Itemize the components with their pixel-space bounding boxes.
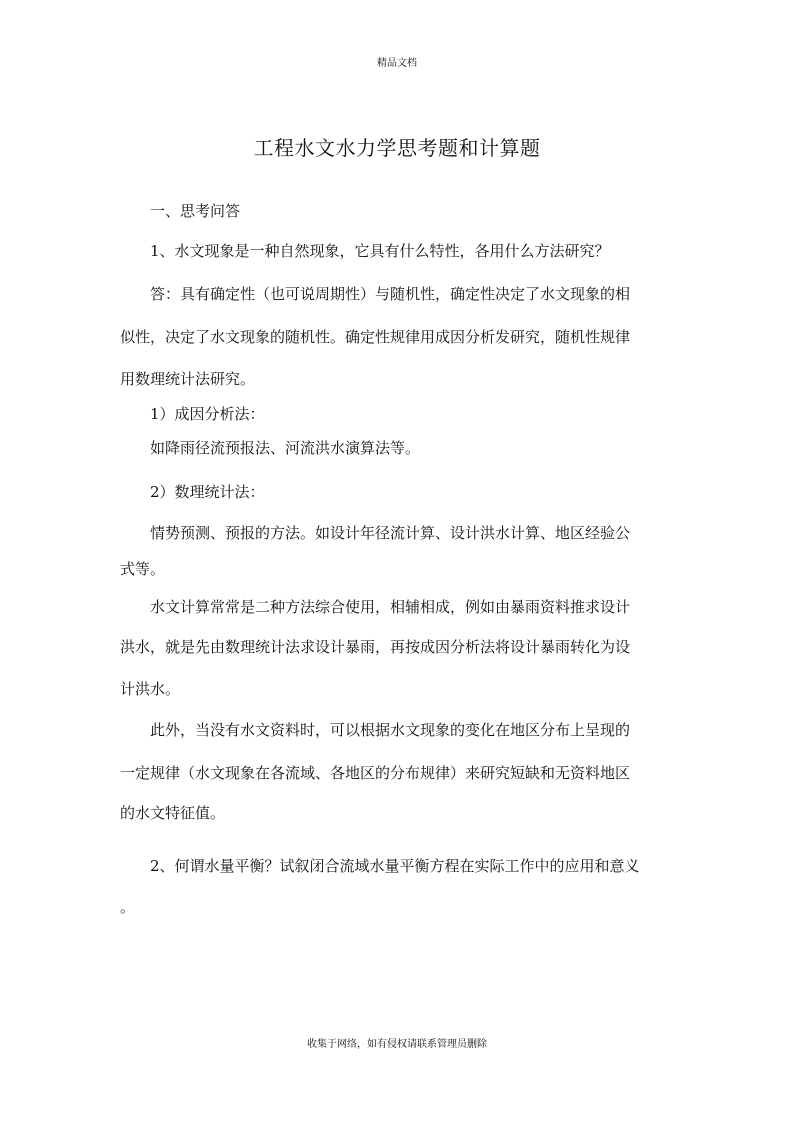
paragraph-line: 此外，当没有水文资料时，可以根据水文现象的变化在地区分布上呈现的 (150, 721, 631, 739)
method-text: 情势预测、预报的方法。如设计年径流计算、设计洪水计算、地区经验公 (150, 524, 631, 542)
page-footer: 收集于网络，如有侵权请联系管理员删除 (307, 1039, 487, 1050)
document-title: 工程水文水力学思考题和计算题 (253, 136, 541, 160)
paragraph-line: 水文计算常常是二种方法综合使用，相辅相成，例如由暴雨资料推求设计 (150, 598, 631, 616)
question-2: 2、何谓水量平衡？试叙闭合流域水量平衡方程在实际工作中的应用和意义 (150, 857, 640, 875)
method-text: 式等。 (120, 560, 166, 578)
answer-line: 答：具有确定性（也可说周期性）与随机性，确定性决定了水文现象的相 (150, 285, 631, 303)
paragraph-line: 一定规律（水文现象在各流域、各地区的分布规律）来研究短缺和无资料地区 (120, 764, 631, 782)
method-heading: 2）数理统计法： (150, 483, 265, 501)
question-1: 1、水文现象是一种自然现象，它具有什么特性，各用什么方法研究？ (150, 242, 610, 260)
paragraph-line: 计洪水。 (120, 680, 181, 698)
section-heading: 一、思考问答 (150, 202, 241, 220)
method-heading: 1）成因分析法： (150, 405, 265, 423)
question-2-cont: 。 (120, 898, 136, 916)
answer-line: 似性，决定了水文现象的随机性。确定性规律用成因分析发研究，随机性规律 (120, 328, 631, 346)
paragraph-line: 的水文特征值。 (120, 804, 226, 822)
method-text: 如降雨径流预报法、河流洪水演算法等。 (150, 439, 421, 457)
paragraph-line: 洪水，就是先由数理统计法求设计暴雨，再按成因分析法将设计暴雨转化为设 (120, 638, 631, 656)
answer-line: 用数理统计法研究。 (120, 370, 256, 388)
page-header: 精品文档 (377, 58, 417, 69)
